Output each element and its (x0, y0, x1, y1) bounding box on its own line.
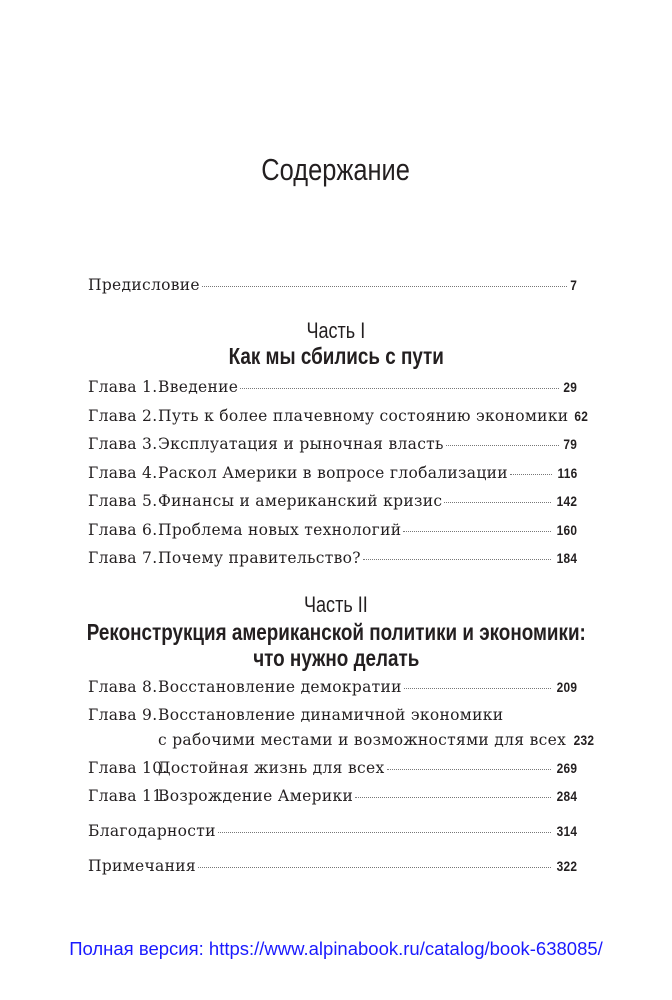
chapter-label: Глава 9. (88, 706, 158, 724)
dot-leader (446, 445, 559, 446)
entry-text: Возрождение Америки (158, 787, 354, 805)
toc-entry-preface[interactable] (88, 276, 577, 294)
entry-text: Путь к более плачевному состоянию экономики (158, 406, 569, 425)
dot-leader (198, 867, 551, 868)
full-version-link[interactable]: Полная версия: https://www.alpinabook.ru/catalog/book-638085/ (69, 938, 603, 959)
toc-entry-acknowledgements[interactable] (88, 822, 577, 840)
dot-leader (218, 832, 551, 833)
chapter-label: Глава 1. (88, 378, 158, 396)
dot-leader (363, 559, 551, 560)
chapter-label: Глава 4. (88, 463, 158, 482)
page-number: 29 (563, 379, 577, 395)
toc-entry-notes[interactable] (88, 857, 577, 875)
entry-text: Проблема новых технологий (158, 520, 402, 539)
dot-leader (202, 286, 567, 287)
part-2-label: Часть II (304, 592, 368, 617)
page-title: Содержание (261, 152, 411, 187)
page-number: 7 (570, 277, 577, 293)
part-1-label: Часть I (306, 318, 366, 343)
toc-entry-chapter-7[interactable] (88, 549, 577, 567)
chapter-label: Глава 11. (88, 787, 168, 805)
entry-text: Достойная жизнь для всех (158, 759, 385, 777)
chapter-label: Глава 2. (88, 406, 158, 425)
chapter-label: Глава 6. (88, 520, 158, 539)
entry-text: Примечания (88, 857, 196, 875)
toc-entry-chapter-1[interactable] (88, 378, 577, 396)
toc-entry-chapter-2[interactable] (88, 406, 589, 425)
page-number: 284 (556, 788, 577, 804)
toc-entry-chapter-8[interactable] (88, 678, 577, 696)
chapter-label: Глава 8. (88, 678, 158, 696)
page-number: 209 (556, 679, 577, 695)
entry-text: Почему правительство? (158, 549, 361, 567)
part-2-heading: Реконструкция американской политики и экономики: что нужно делать (86, 619, 586, 671)
page-number: 160 (556, 521, 577, 538)
entry-text: Раскол Америки в вопросе глобализации (158, 463, 508, 482)
dot-leader (444, 502, 550, 503)
toc-entry-chapter-6[interactable] (88, 521, 577, 539)
toc-entry-chapter-10[interactable] (88, 759, 577, 777)
entry-text: с рабочими местами и возможностями для всех (158, 731, 567, 749)
entry-text: Восстановление динамичной экономики (158, 706, 504, 724)
page-number: 62 (574, 407, 589, 424)
entry-text: Восстановление демократии (158, 678, 402, 696)
part-1-heading: Как мы сбились с пути (228, 343, 444, 369)
toc-entry-chapter-3[interactable] (88, 435, 577, 453)
dot-leader (355, 797, 551, 798)
dot-leader (387, 769, 551, 770)
toc-entry-chapter-9[interactable] (88, 706, 577, 724)
dot-leader (510, 474, 552, 475)
entry-text: Благодарности (88, 822, 216, 840)
entry-text: Эксплуатация и рыночная власть (158, 435, 444, 453)
entry-text: Финансы и американский кризис (158, 492, 443, 510)
page-number: 116 (557, 464, 577, 481)
entry-text: Предисловие (88, 276, 200, 294)
page-number: 232 (573, 732, 595, 748)
entry-text: Введение (158, 378, 239, 396)
dot-leader (404, 688, 551, 689)
page-number: 142 (556, 493, 577, 509)
toc-entry-chapter-5[interactable] (88, 492, 577, 510)
page-number: 184 (556, 550, 577, 566)
chapter-label: Глава 10. (88, 759, 168, 777)
toc-entry-chapter-9-continued[interactable] (158, 731, 595, 749)
toc-entry-chapter-4[interactable] (88, 464, 577, 482)
chapter-label: Глава 3. (88, 435, 158, 453)
page-number: 314 (556, 823, 577, 839)
page-number: 269 (556, 760, 577, 776)
dot-leader (403, 531, 550, 532)
page-number: 322 (556, 858, 577, 874)
dot-leader (240, 388, 559, 389)
chapter-label: Глава 5. (88, 492, 158, 510)
toc-entry-chapter-11[interactable] (88, 787, 577, 805)
page-number: 79 (563, 436, 577, 452)
chapter-label: Глава 7. (88, 549, 158, 567)
